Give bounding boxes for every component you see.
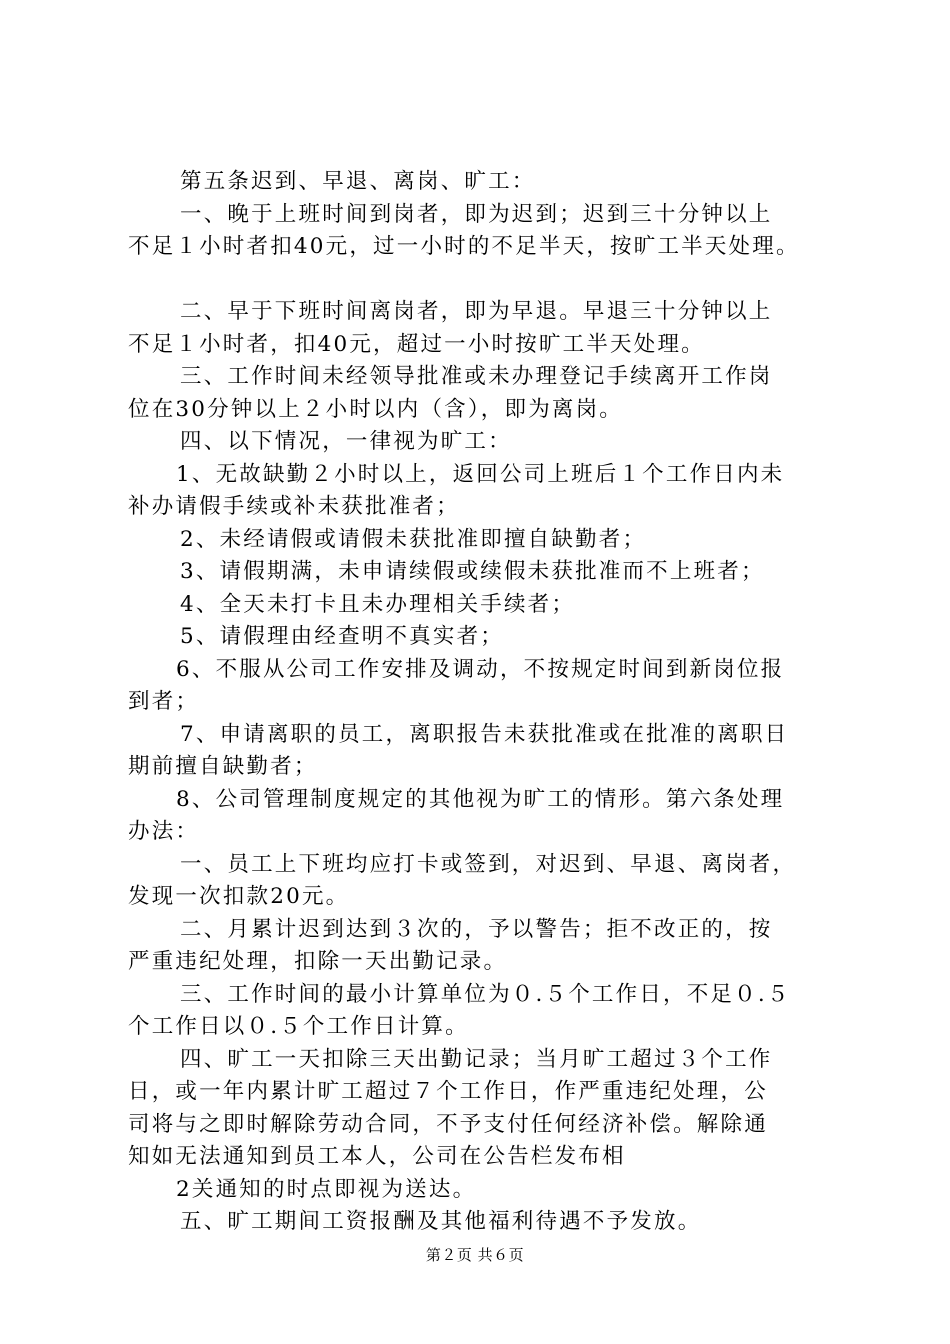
text-line: 四、旷工一天扣除三天出勤记录；当月旷工超过３个工作 — [180, 1046, 773, 1072]
text-line: 二、月累计迟到达到３次的，予以警告；拒不改正的，按 — [180, 916, 773, 942]
text-line: 办法： — [128, 819, 200, 844]
text-line: 严重违纪处理，扣除一天出勤记录。 — [128, 949, 508, 974]
text-line: 期前擅自缺勤者； — [128, 754, 318, 779]
text-line: 三、工作时间的最小计算单位为０.５个工作日，不足０.５ — [180, 981, 791, 1007]
text-line: 一、晚于上班时间到岗者，即为迟到；迟到三十分钟以上 — [180, 201, 773, 227]
text-line: 4、全天未打卡且未办理相关手续者； — [180, 591, 576, 617]
page-footer: 第２页 共６页 — [425, 1246, 525, 1264]
text-line: 不足１小时者，扣40元，超过一小时按旷工半天处理。 — [128, 331, 705, 357]
text-line: 第五条迟到、早退、离岗、旷工： — [180, 169, 536, 194]
text-line: 四、以下情况，一律视为旷工： — [180, 429, 512, 454]
text-line: 司将与之即时解除劳动合同，不予支付任何经济补偿。解除通 — [128, 1111, 768, 1137]
text-line: 日，或一年内累计旷工超过７个工作日，作严重违纪处理，公 — [128, 1079, 768, 1104]
text-line: 知如无法通知到员工本人，公司在公告栏发布相 — [128, 1144, 626, 1169]
text-line: 一、员工上下班均应打卡或签到，对迟到、早退、离岗者， — [180, 851, 797, 877]
text-line: 三、工作时间未经领导批准或未办理登记手续离开工作岗 — [180, 364, 773, 389]
text-line: 个工作日以０.５个工作日计算。 — [128, 1014, 469, 1039]
text-line: 8、公司管理制度规定的其他视为旷工的情形。第六条处理 — [176, 786, 785, 812]
text-line: 到者； — [128, 689, 200, 714]
text-line: 五、旷工期间工资报酬及其他福利待遇不予发放。 — [180, 1209, 702, 1234]
text-line: 6、不服从公司工作安排及调动，不按规定时间到新岗位报 — [176, 656, 785, 682]
text-line: 不足１小时者扣40元，过一小时的不足半天，按旷工半天处理。 — [128, 234, 800, 259]
text-line: 二、早于下班时间离岗者，即为早退。早退三十分钟以上 — [180, 299, 773, 324]
text-line: 7、申请离职的员工，离职报告未获批准或在批准的离职日 — [180, 721, 789, 747]
document-body — [128, 166, 838, 1239]
text-line: 补办请假手续或补未获批准者； — [128, 494, 460, 519]
text-line: 3、请假期满，未申请续假或续假未获批准而不上班者； — [180, 559, 765, 584]
blank-line — [128, 264, 838, 297]
text-line: 发现一次扣款20元。 — [128, 884, 350, 909]
text-line: 位在30分钟以上２小时以内（含），即为离岗。 — [128, 396, 624, 422]
text-line: 1、无故缺勤２小时以上，返回公司上班后１个工作日内未 — [176, 461, 785, 487]
text-line: 5、请假理由经查明不真实者； — [180, 624, 504, 649]
text-line: 2关通知的时点即视为送达。 — [176, 1176, 477, 1202]
text-line: 2、未经请假或请假未获批准即擅自缺勤者； — [180, 526, 647, 552]
